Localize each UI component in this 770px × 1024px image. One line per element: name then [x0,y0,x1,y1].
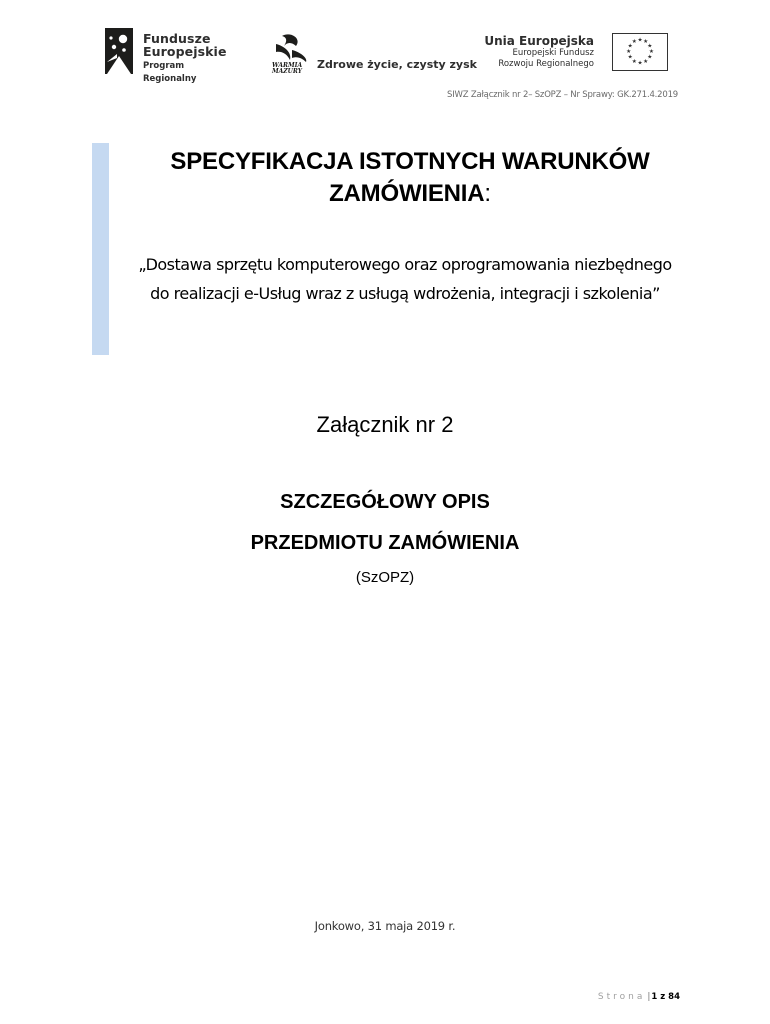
contract-subject: „Dostawa sprzętu komputerowego oraz oprogramowania niezbędnego do realizacji e-Usług wraz z usługą wdrożenia, integracji i szkolenia” [138,255,672,303]
fundusze-europejskie-logo [105,28,235,84]
svg-text:★: ★ [637,60,643,67]
eu-flag-icon [612,33,668,71]
svg-text:★: ★ [626,48,632,55]
wm-brand-line2: MAZURY [272,68,302,74]
svg-text:★: ★ [643,58,649,65]
spec-heading-line1: SZCZEGÓŁOWY OPIS [280,491,490,513]
svg-text:★: ★ [643,39,649,46]
svg-text:★: ★ [637,37,643,44]
title-line1: SPECYFIKACJA ISTOTNYCH WARUNKÓW [170,148,650,175]
svg-text:★: ★ [627,54,633,61]
svg-text:★: ★ [647,54,653,61]
unia-europejska-logo [484,30,668,76]
svg-text:★: ★ [627,43,633,50]
fundusze-europejskie-text [143,32,235,86]
logo-strip [105,28,665,84]
ue-logo-line1: Unia Europejska [484,34,594,48]
fe-logo-line2: Europejskie [143,44,227,59]
warmia-mazury-slogan: Zdrowe życie, czysty zysk [317,58,477,71]
spec-abbreviation: (SzOPZ) [355,569,415,586]
fe-logo-line3: Program Regionalny [143,61,197,84]
footer-page-number: 1 z 84 [651,992,680,1002]
case-reference: SIWZ Załącznik nr 2– SzOPZ – Nr Sprawy: GK.271.4.2019 [447,90,678,100]
place-and-date: Jonkowo, 31 maja 2019 r. [314,919,456,933]
unia-europejska-text [484,34,594,70]
page-title [110,146,710,210]
warmia-mazury-bird-icon [270,32,312,74]
warmia-mazury-logo [270,32,477,76]
ue-logo-line2: Europejski Fundusz [512,48,594,58]
title-line2: ZAMÓWIENIA [329,180,485,207]
spec-heading-line2: PRZEDMIOTU ZAMÓWIENIA [250,532,520,554]
svg-text:★: ★ [647,43,653,50]
footer-page-word: Strona [597,992,646,1002]
page-footer [598,992,680,1002]
fundusze-europejskie-icon [105,28,133,74]
ue-logo-line3: Rozwoju Regionalnego [498,59,594,69]
title-colon: : [484,180,491,207]
attachment-label: Załącznik nr 2 [316,412,454,437]
svg-text:★: ★ [631,58,637,65]
fe-logo-line1: Fundusze [143,31,211,46]
svg-text:★: ★ [631,39,637,46]
title-accent-bar [92,143,109,355]
footer-separator: | [647,992,651,1002]
wm-brand-line1: WARMIA [272,62,303,69]
svg-text:★: ★ [648,48,654,55]
